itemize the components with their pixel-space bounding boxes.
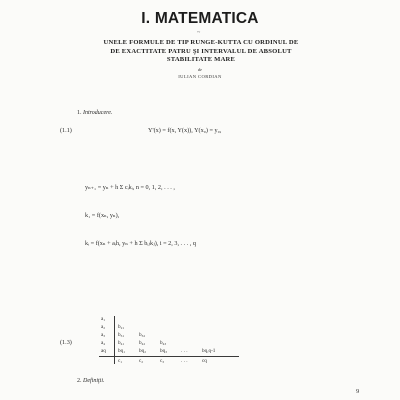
- tableau-a-coefficient: aq: [101, 348, 106, 354]
- equation-update: yₙ₊₁ = yₙ + h Σ cᵢkᵢ, n = 0, 1, 2, . . . ,: [85, 184, 175, 191]
- butcher-tableau: [99, 316, 239, 366]
- tableau-a-coefficient: a₃: [101, 332, 106, 338]
- tableau-a-coefficient: a₂: [101, 324, 106, 330]
- tableau-b-coefficient: b₂₁: [118, 324, 125, 330]
- section-heading-text: Introducere.: [83, 110, 113, 116]
- article-title-line: UNELE FORMULE DE TIP RUNGE-KUTTA CU ORDINUL DE: [103, 39, 299, 46]
- tableau-c-coefficient: c₃: [160, 358, 165, 364]
- equation-ki: kᵢ = f(xₙ + aᵢh, yₙ + h Σ bᵢⱼkⱼ), i = 2, 3, . . . , q: [85, 240, 197, 247]
- equation-label: (1.1): [60, 127, 72, 134]
- tableau-b-coefficient: b₄₁: [118, 340, 125, 346]
- definition-section-heading: [77, 378, 105, 384]
- tableau-b-coefficient: bq₂: [139, 348, 146, 354]
- section-heading-text: Definiţii.: [83, 378, 105, 384]
- tableau-b-coefficient: b₃₂: [139, 332, 146, 338]
- section-title: I. MATEMATICA: [141, 10, 259, 27]
- tableau-c-coefficient: c₂: [139, 358, 144, 364]
- article-title-line: STABILITATE MARE: [166, 56, 236, 64]
- by-line: de: [197, 67, 203, 72]
- tableau-b-coefficient: b₄₃: [160, 340, 167, 346]
- tableau-a-coefficient: a₁: [101, 316, 106, 322]
- tableau-horizontal-rule: [99, 356, 239, 357]
- tableau-b-coefficient: bq₃: [160, 348, 167, 354]
- tableau-b-coefficient: b₄₂: [139, 340, 146, 346]
- section-number: 2.: [77, 378, 82, 384]
- tableau-b-coefficient: . . .: [181, 348, 188, 354]
- tableau-a-coefficient: a₄: [101, 340, 106, 346]
- tableau-b-coefficient: b₃₁: [118, 332, 125, 338]
- intro-section-heading: [77, 110, 112, 116]
- decorative-mark: ~: [197, 30, 201, 36]
- tableau-c-coefficient: c₁: [118, 358, 123, 364]
- tableau-c-coefficient: . . .: [181, 358, 188, 364]
- article-title: [70, 39, 332, 65]
- section-number: 1.: [77, 110, 82, 116]
- author-name: IULIAN CORDIAN: [178, 74, 222, 79]
- article-title-line: DE EXACTITATE PATRU ŞI INTERVALUL DE ABSOLUT: [110, 47, 292, 55]
- tableau-label: (1.3): [60, 339, 72, 346]
- tableau-b-coefficient: bq₁: [118, 348, 125, 354]
- page-number: 9: [356, 388, 360, 395]
- tableau-b-coefficient: bq,q-1: [202, 348, 216, 354]
- equation-1-1: Y'(x) = f(x, Y(x)), Y(x₀) = y₀,: [148, 127, 222, 134]
- tableau-c-coefficient: cq: [202, 358, 207, 364]
- equation-k1: k₁ = f(xₙ, yₙ),: [85, 212, 120, 219]
